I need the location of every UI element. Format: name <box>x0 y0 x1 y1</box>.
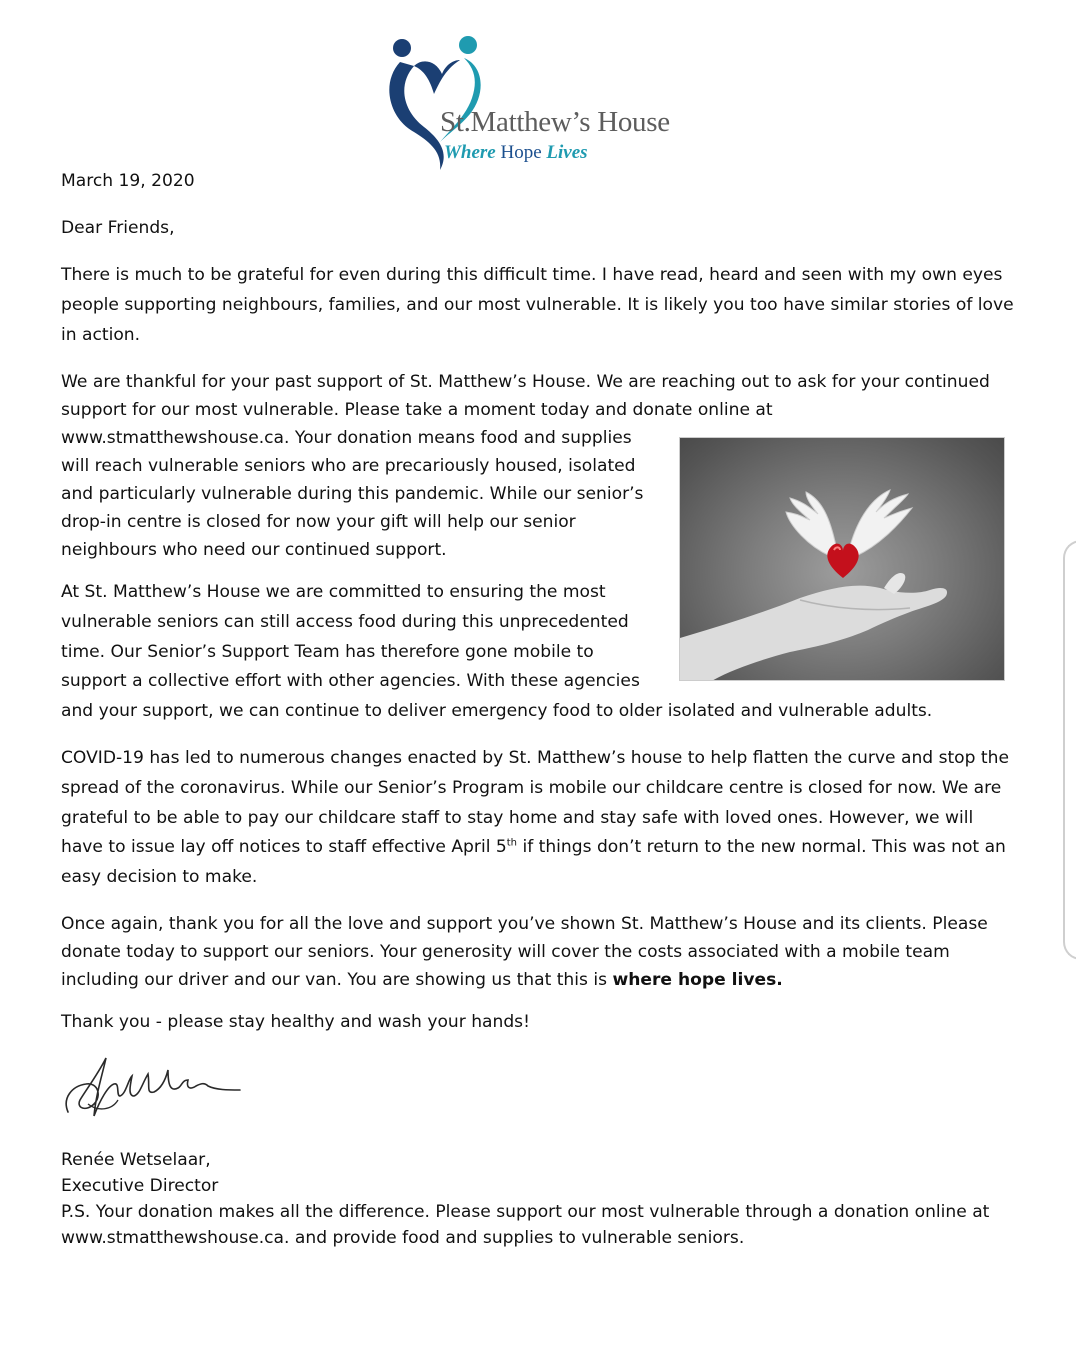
layoff-text-continued: if things don’t return to the new normal. This was not an <box>517 837 1006 858</box>
ordinal-suffix: th <box>506 837 518 849</box>
signer-name: Renée Wetselaar, <box>61 1150 211 1170</box>
paragraph-line <box>61 833 1009 863</box>
scroll-indicator[interactable] <box>1063 540 1076 960</box>
paragraph-line: There is much to be grateful for even during this difficult time. I have read, heard and seen with my own eyes <box>61 265 1003 285</box>
postscript-line: www.stmatthewshouse.ca. and provide food and supplies to vulnerable seniors. <box>61 1228 745 1248</box>
paragraph-line: people supporting neighbours, families, and our most vulnerable. It is likely you too have similar stories of love <box>61 294 1014 315</box>
paragraph-line: vulnerable seniors can still access food during this unprecedented <box>61 611 629 632</box>
logo-tagline <box>444 142 588 164</box>
paragraph-covid-changes <box>61 744 1009 893</box>
paragraph-line: and your support, we can continue to deliver emergency food to older isolated and vulnerable adults. <box>61 701 933 722</box>
paragraph-line: COVID-19 has led to numerous changes enacted by St. Matthew’s house to help flatten the curve and stop the <box>61 748 1009 768</box>
paragraph-line: www.stmatthewshouse.ca. Your donation means food and supplies <box>61 428 632 448</box>
paragraph-intro <box>61 261 1014 350</box>
handwritten-signature <box>58 1040 248 1134</box>
postscript-line: P.S. Your donation makes all the difference. Please support our most vulnerable through a donation online at <box>61 1202 990 1222</box>
paragraph-line: support for our most vulnerable. Please take a moment today and donate online at <box>61 400 773 420</box>
organization-logo <box>388 34 728 174</box>
signer-title: Executive Director <box>61 1176 219 1196</box>
paragraph-text: including our driver and our van. You are showing us that this is <box>61 970 613 990</box>
paragraph-line: drop-in centre is closed for now your gift will help our senior <box>61 512 576 532</box>
paragraph-line: grateful to be able to pay our childcare staff to stay home and stay safe with loved ones. However, we will <box>61 807 974 828</box>
signature-image <box>58 1040 248 1130</box>
tagline-where: Where <box>444 142 496 163</box>
winged-heart-hand-illustration <box>680 438 1005 681</box>
closing-line: Thank you - please stay healthy and wash your hands! <box>61 1012 530 1032</box>
paragraph-line <box>61 966 988 994</box>
layoff-text: have to issue lay off notices to staff effective April 5 <box>61 837 507 858</box>
tagline-lives: Lives <box>546 142 588 163</box>
paragraph-line: We are thankful for your past support of St. Matthew’s House. We are reaching out to ask for your continued <box>61 372 990 392</box>
paragraph-line: support a collective effort with other agencies. With these agencies <box>61 671 640 692</box>
salutation: Dear Friends, <box>61 218 175 238</box>
letter-date: March 19, 2020 <box>61 171 195 191</box>
paragraph-thank-you <box>61 910 988 994</box>
tagline-hope: Hope <box>500 142 542 163</box>
paragraph-line: spread of the coronavirus. While our Senior’s Program is mobile our childcare centre is closed for now. We are <box>61 777 1002 798</box>
paragraph-line: neighbours who need our continued support. <box>61 540 447 560</box>
signer-block <box>61 1147 989 1251</box>
paragraph-line: easy decision to make. <box>61 867 258 888</box>
paragraph-line: Once again, thank you for all the love and support you’ve shown St. Matthew’s House and its clients. Please <box>61 914 988 934</box>
paragraph-line: At St. Matthew’s House we are committed to ensuring the most <box>61 582 606 602</box>
paragraph-line: time. Our Senior’s Support Team has therefore gone mobile to <box>61 641 594 662</box>
paragraph-line: donate today to support our seniors. Your generosity will cover the costs associated with a mobile team <box>61 942 950 962</box>
paragraph-line: and particularly vulnerable during this pandemic. While our senior’s <box>61 484 644 504</box>
where-hope-lives-emphasis: where hope lives. <box>612 970 783 990</box>
logo-name: St.Matthew’s House <box>440 106 670 138</box>
paragraph-line: will reach vulnerable seniors who are precariously housed, isolated <box>61 456 636 476</box>
paragraph-line: in action. <box>61 324 141 345</box>
hand-heart-photo <box>679 437 1005 681</box>
